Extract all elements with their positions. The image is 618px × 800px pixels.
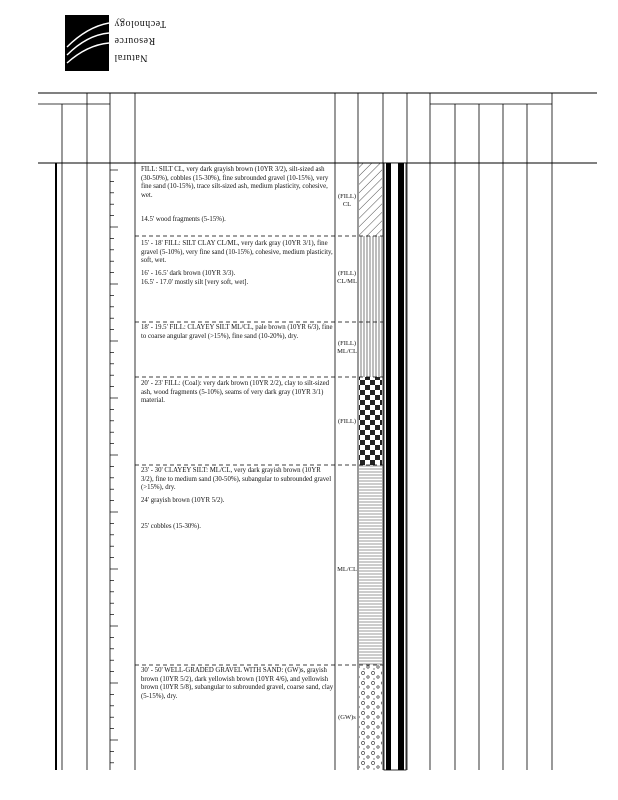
logo-line-1: Technology [114, 18, 167, 29]
layer-note: 25' cobbles (15-30%). [141, 523, 201, 531]
layer-symbol: (FILL) ML/CL [337, 340, 357, 355]
logo-line-2: Resource [114, 35, 156, 46]
layer-desc: CL, very dark grayish brown (10YR 3/2), silt-sized ash (30-50%), cobbles (15-30%), fine subrounded gravel (10-15%), very fine sand (10-15%), trace silt-sized ash, medium plasticity, cohesive, wet. [141, 166, 329, 199]
layer-note: 16.5' - 17.0' mostly silt [very soft, wet]. [141, 279, 249, 287]
layer-title: 30' - 50' WELL-GRADED GRAVEL WITH SAND: [141, 667, 284, 674]
layer-description [141, 240, 335, 292]
layer-title: 18' - 19.5' FILL: CLAYEY SILT [141, 324, 230, 331]
layer-desc: very dark brown (10YR 2/2), clay to silt-sized ash, wood fragments (5-10%), seams of very dark gray (10YR 3/1) material. [141, 380, 330, 405]
layer-description [141, 667, 335, 705]
layer-description [141, 324, 335, 345]
layer-desc: CL/ML, very dark gray (10YR 3/1), fine gravel (5-10%), very fine sand (10-15%), cohesive, medium plasticity, soft, wet. [141, 240, 333, 265]
layer-description [141, 380, 335, 410]
layer-symbol: (FILL) [337, 418, 357, 425]
layer-title: FILL: SILT [141, 166, 173, 173]
layer-symbol: (GW)s [338, 714, 356, 721]
layer-symbol: (FILL) CL [337, 193, 357, 208]
layer-title: 20' - 23' FILL: (Coal): [141, 380, 202, 387]
layer-desc: (GW)s, grayish brown (10YR 5/2), dark yellowish brown (10YR 4/6), and yellowish brown (10YR 5/8), subangular to subrounded gravel, coarse sand, clay (5-15%), dry. [141, 667, 334, 700]
layer-note: 14.5' wood fragments (5-15%). [141, 216, 226, 224]
layer-description [141, 467, 335, 536]
layer-desc: ML/CL, very dark grayish brown (10YR 3/2), fine to medium sand (30-50%), subangular to subrounded gravel (>15%), dry. [141, 467, 332, 492]
layer-note: 24' grayish brown (10YR 5/2). [141, 496, 225, 504]
logo-line-3: Natural [114, 52, 148, 63]
layer-desc: ML/CL, pale brown (10YR 6/3), fine to coarse angular gravel (>15%), fine sand (10-20%), dry. [141, 324, 333, 340]
layer-description [141, 166, 335, 229]
layer-note: 16' - 16.5' dark brown (10YR 3/3). [141, 269, 236, 277]
layer-title: 23' - 30' CLAYEY SILT: [141, 467, 209, 474]
layer-title: 15' - 18' FILL: SILT CLAY [141, 240, 216, 247]
layer-symbol: ML/CL [337, 566, 357, 573]
layer-symbol: (FILL) CL/ML [337, 270, 357, 285]
